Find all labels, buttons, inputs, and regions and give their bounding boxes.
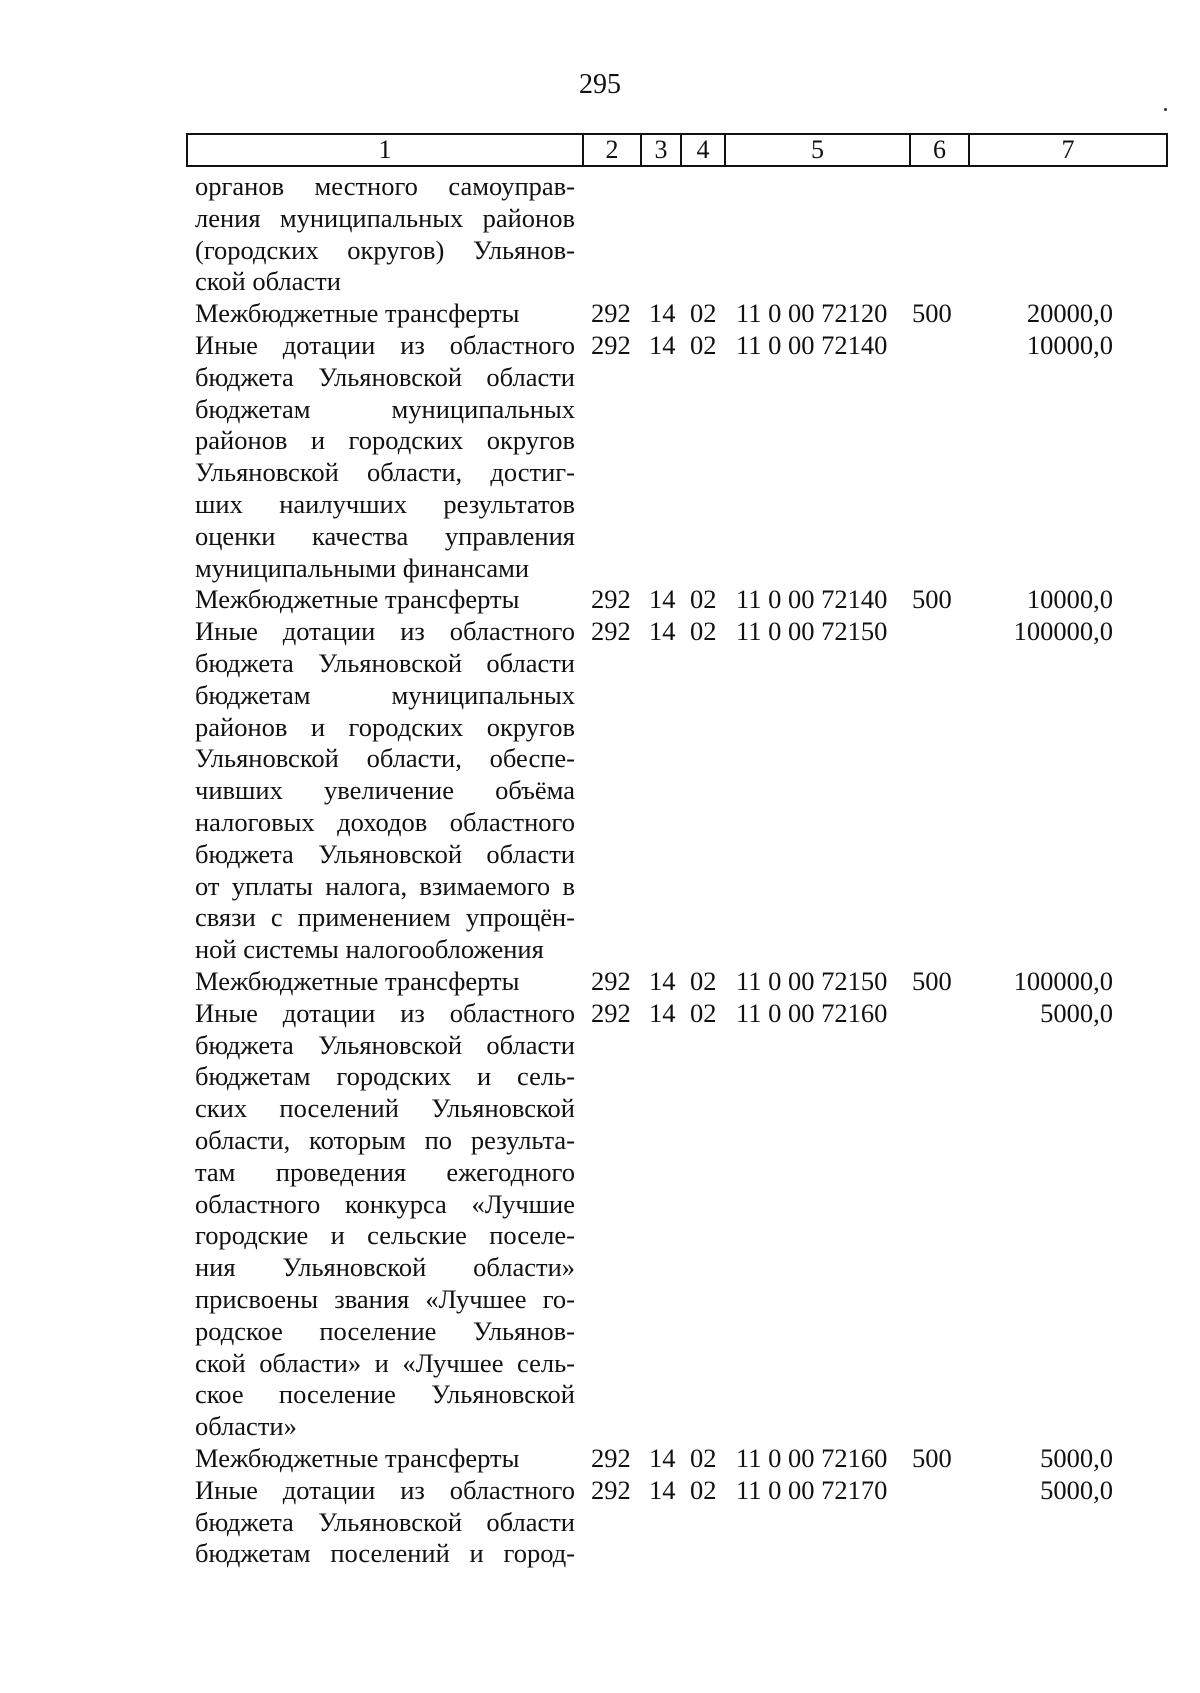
row-description-line: органов местного самоуправ- [195,171,575,201]
header-cell-4: 4 [680,135,724,165]
header-cell-2: 2 [582,135,640,165]
row-description-line: налоговых доходов областного [195,807,575,837]
row-description-line: присвоены звания «Лучшее го- [195,1284,575,1314]
row-description-line: ских поселений Ульяновской [195,1093,575,1124]
amount: 100000,0 [1013,966,1113,996]
target-article: 11 0 00 72140 [736,330,888,360]
row-description-line: бюджетам муниципальных [195,679,575,710]
section-code: 14 [649,1474,676,1505]
target-article: 11 0 00 72150 [736,966,888,996]
row-description-line: бюджета Ульяновской области [195,838,575,869]
row-description-line: районов и городских округов [195,425,575,456]
target-article: 11 0 00 72150 [736,616,888,647]
section-code: 14 [649,330,676,360]
target-article: 11 0 00 72120 [736,298,888,329]
row-description-line: Межбюджетные трансферты [195,584,520,615]
amount: 10000,0 [1026,584,1113,615]
expense-type: 500 [912,966,952,996]
subsection-code: 02 [690,1474,717,1505]
subsection-code: 02 [690,997,717,1028]
section-code: 14 [649,966,676,996]
row-description-line: Иные дотации из областного [195,1474,575,1505]
target-article: 11 0 00 72160 [736,1443,888,1473]
row-description-line: Межбюджетные трансферты [195,966,520,996]
target-article: 11 0 00 72140 [736,584,888,615]
section-code: 14 [649,997,676,1028]
header-cell-6: 6 [909,135,968,165]
row-description-line: ния Ульяновской области» [195,1252,575,1283]
budget-code: 292 [591,997,631,1028]
section-code: 14 [649,1443,676,1473]
subsection-code: 02 [690,584,717,615]
row-description-line: ления муниципальных районов [195,202,575,233]
row-description-line: (городских округов) Ульянов- [195,234,575,265]
row-description-line: Иные дотации из областного [195,616,575,647]
amount: 5000,0 [1040,997,1113,1028]
row-description-line: бюджета Ульяновской области [195,648,575,678]
row-description-line: ной системы налогообложения [195,934,544,965]
row-description-line: ской области» и «Лучшее сель- [195,1347,575,1378]
subsection-code: 02 [690,966,717,996]
amount: 5000,0 [1040,1443,1113,1473]
amount: 5000,0 [1040,1474,1113,1505]
row-description-line: бюджетам поселений и город- [195,1538,575,1569]
amount: 100000,0 [1013,616,1113,647]
budget-code: 292 [591,584,631,615]
header-cell-1: 1 [378,135,392,164]
row-description-line: ское поселение Ульяновской [195,1379,575,1410]
expense-type: 500 [912,298,952,329]
row-description-line: районов и городских округов [195,711,575,742]
target-article: 11 0 00 72170 [736,1474,888,1505]
budget-code: 292 [591,330,631,360]
row-description-line: Иные дотации из областного [195,330,575,360]
page-number: 295 [579,69,621,100]
expense-type: 500 [912,1443,952,1473]
row-description-line: Ульяновской области, обеспе- [195,743,575,774]
expense-type: 500 [912,584,952,615]
row-description-line: связи с применением упрощён- [195,902,575,933]
row-description-line: городские и сельские поселе- [195,1220,575,1251]
subsection-code: 02 [690,298,717,329]
section-code: 14 [649,298,676,329]
row-description-line: оценки качества управления [195,520,575,551]
target-article: 11 0 00 72160 [736,997,888,1028]
row-description-line: бюджета Ульяновской области [195,1506,575,1537]
scan-speck [1164,108,1167,111]
header-cell-3: 3 [640,135,680,165]
budget-code: 292 [591,616,631,647]
amount: 20000,0 [1026,298,1113,329]
row-description-line: чивших увеличение объёма [195,775,575,806]
subsection-code: 02 [690,330,717,360]
row-description-line: Межбюджетные трансферты [195,1443,520,1473]
budget-code: 292 [591,298,631,329]
section-code: 14 [649,616,676,647]
row-description-line: бюджета Ульяновской области [195,1029,575,1060]
row-description-line: бюджетам городских и сель- [195,1061,575,1092]
row-description-line: областного конкурса «Лучшие [195,1188,575,1219]
table-header [186,133,1168,167]
header-cell-7: 7 [968,135,1166,165]
budget-code: 292 [591,1474,631,1505]
row-description-line: бюджетам муниципальных [195,393,575,424]
section-code: 14 [649,584,676,615]
subsection-code: 02 [690,616,717,647]
row-description-line: Межбюджетные трансферты [195,298,520,329]
row-description-line: Иные дотации из областного [195,997,575,1028]
header-cell-5: 5 [724,135,909,165]
subsection-code: 02 [690,1443,717,1473]
row-description-line: бюджета Ульяновской области [195,361,575,392]
row-description-line: области, которым по результа- [195,1125,575,1155]
row-description-line: ших наилучших результатов [195,489,575,519]
row-description-line: там проведения ежегодного [195,1156,575,1187]
row-description-line: родское поселение Ульянов- [195,1315,575,1346]
budget-code: 292 [591,966,631,996]
budget-code: 292 [591,1443,631,1473]
row-description-line: ской области [195,266,341,297]
row-description-line: от уплаты налога, взимаемого в [195,870,575,901]
row-description-line: Ульяновской области, достиг- [195,457,575,488]
row-description-line: области» [195,1411,297,1442]
row-description-line: муниципальными финансами [195,552,530,583]
amount: 10000,0 [1026,330,1113,360]
